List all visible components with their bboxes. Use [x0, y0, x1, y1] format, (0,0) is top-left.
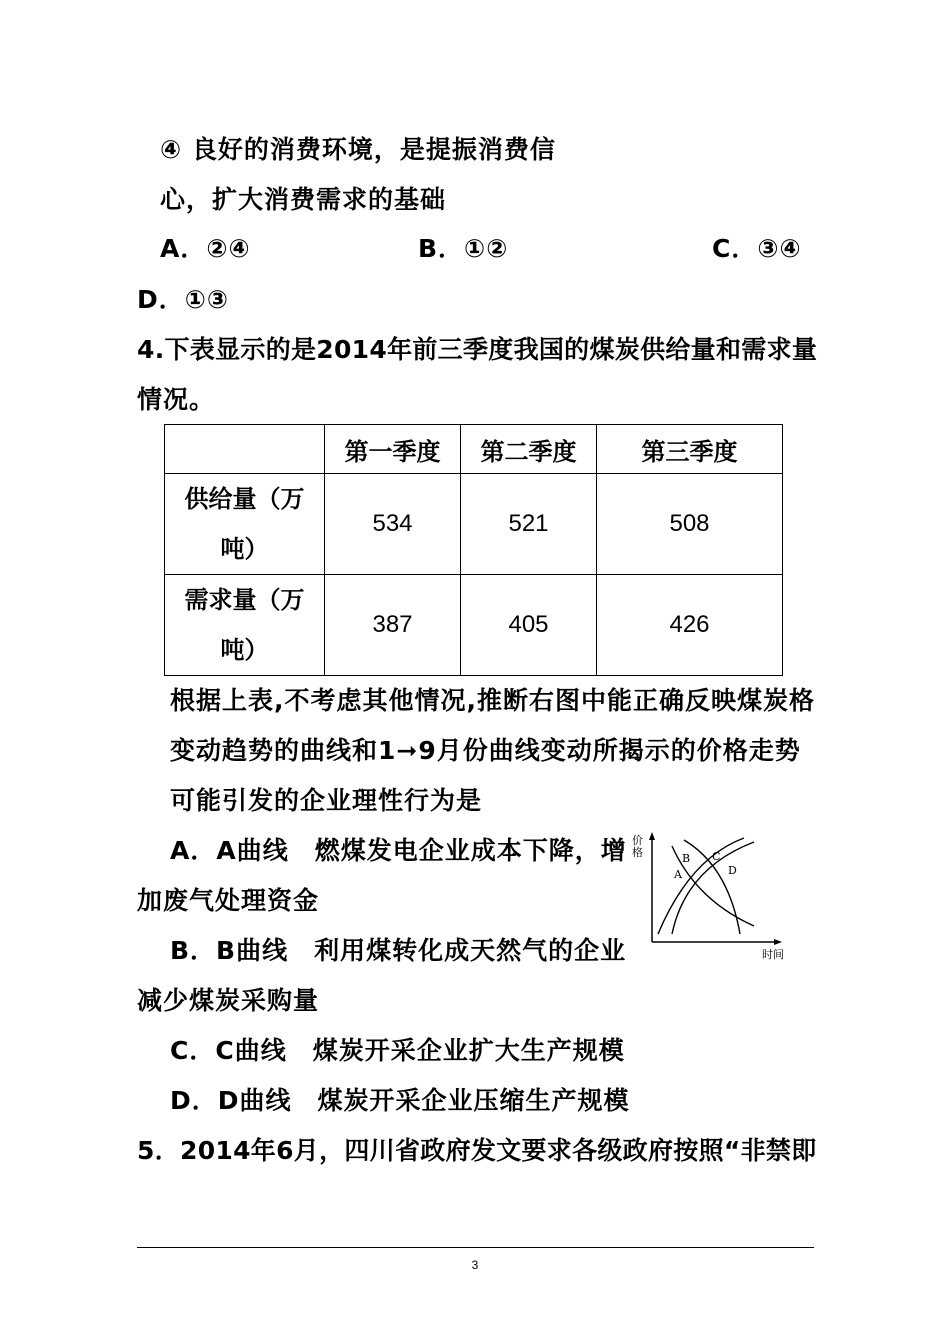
table-row-demand: [165, 575, 783, 676]
x-axis-label: 时间: [762, 948, 784, 961]
curve-label-c: C: [712, 850, 721, 863]
table-row-supply: [165, 474, 783, 575]
price-curve-graph: [628, 822, 794, 966]
curve-label-a: A: [674, 868, 682, 881]
row-label-line2: 吨）: [220, 535, 269, 563]
table-cell: 405: [461, 575, 597, 676]
y-axis-arrow: [649, 832, 655, 840]
y-axis-label-2: 格: [632, 846, 643, 859]
table-cell: 521: [461, 474, 597, 575]
curve-label-b: B: [682, 852, 691, 865]
q4-instruction-line3: 可能引发的企业理性行为是: [170, 786, 483, 815]
q4-stem-line1: 4.下表显示的是2014年前三季度我国的煤炭供给量和需求量: [137, 335, 818, 364]
table-cell: 387: [325, 575, 461, 676]
q4-stem-line2: 情况。: [137, 385, 216, 414]
q4-option-a-line1: A．A曲线 燃煤发电企业成本下降，增: [170, 836, 627, 865]
table-header-cell: 第一季度: [325, 425, 461, 474]
page-number: 3: [471, 1258, 479, 1272]
row-label: [165, 474, 325, 575]
y-axis-label-1: 价: [632, 834, 643, 847]
row-label-line1: 供给量（万: [184, 485, 305, 513]
table-header-cell: [165, 425, 325, 474]
q4-option-c: C．C曲线 煤炭开采企业扩大生产规模: [170, 1036, 625, 1065]
table-cell: 534: [325, 474, 461, 575]
q4-option-b-line2: 减少煤炭采购量: [137, 986, 320, 1015]
q3-option-b: B．①②: [418, 234, 509, 263]
row-label-line2: 吨）: [220, 636, 269, 664]
q3-option-c: C．③④: [712, 234, 802, 263]
table-cell: 426: [597, 575, 783, 676]
q4-instruction-line2: 变动趋势的曲线和1➞9月份曲线变动所揭示的价格走势: [170, 736, 801, 765]
table-header-cell: 第三季度: [597, 425, 783, 474]
table-cell: 508: [597, 474, 783, 575]
table-header-row: [165, 425, 783, 474]
q4-option-a-line2: 加废气处理资金: [137, 886, 320, 915]
q3-option-a: A．②④: [160, 234, 251, 263]
q4-instruction-line1: 根据上表,不考虑其他情况,推断右图中能正确反映煤炭格: [170, 686, 815, 715]
row-label: [165, 575, 325, 676]
q3-options-row: [160, 234, 820, 264]
q3-option-d: D．①③: [137, 285, 230, 314]
x-axis-arrow: [774, 939, 782, 945]
q4-option-b-line1: B．B曲线 利用煤转化成天然气的企业: [170, 936, 627, 965]
curve-label-d: D: [728, 864, 737, 877]
row-label-line1: 需求量（万: [184, 586, 305, 614]
q3-item4-line1: ④ 良好的消费环境，是提振消费信: [160, 135, 556, 164]
q5-stem-line1: 5．2014年6月，四川省政府发文要求各级政府按照“非禁即: [137, 1136, 817, 1165]
footer-divider: [137, 1247, 814, 1248]
q4-option-d: D．D曲线 煤炭开采企业压缩生产规模: [170, 1086, 630, 1115]
table-header-cell: 第二季度: [461, 425, 597, 474]
q3-item4-line2: 心，扩大消费需求的基础: [160, 185, 447, 214]
supply-demand-table: [164, 424, 783, 676]
